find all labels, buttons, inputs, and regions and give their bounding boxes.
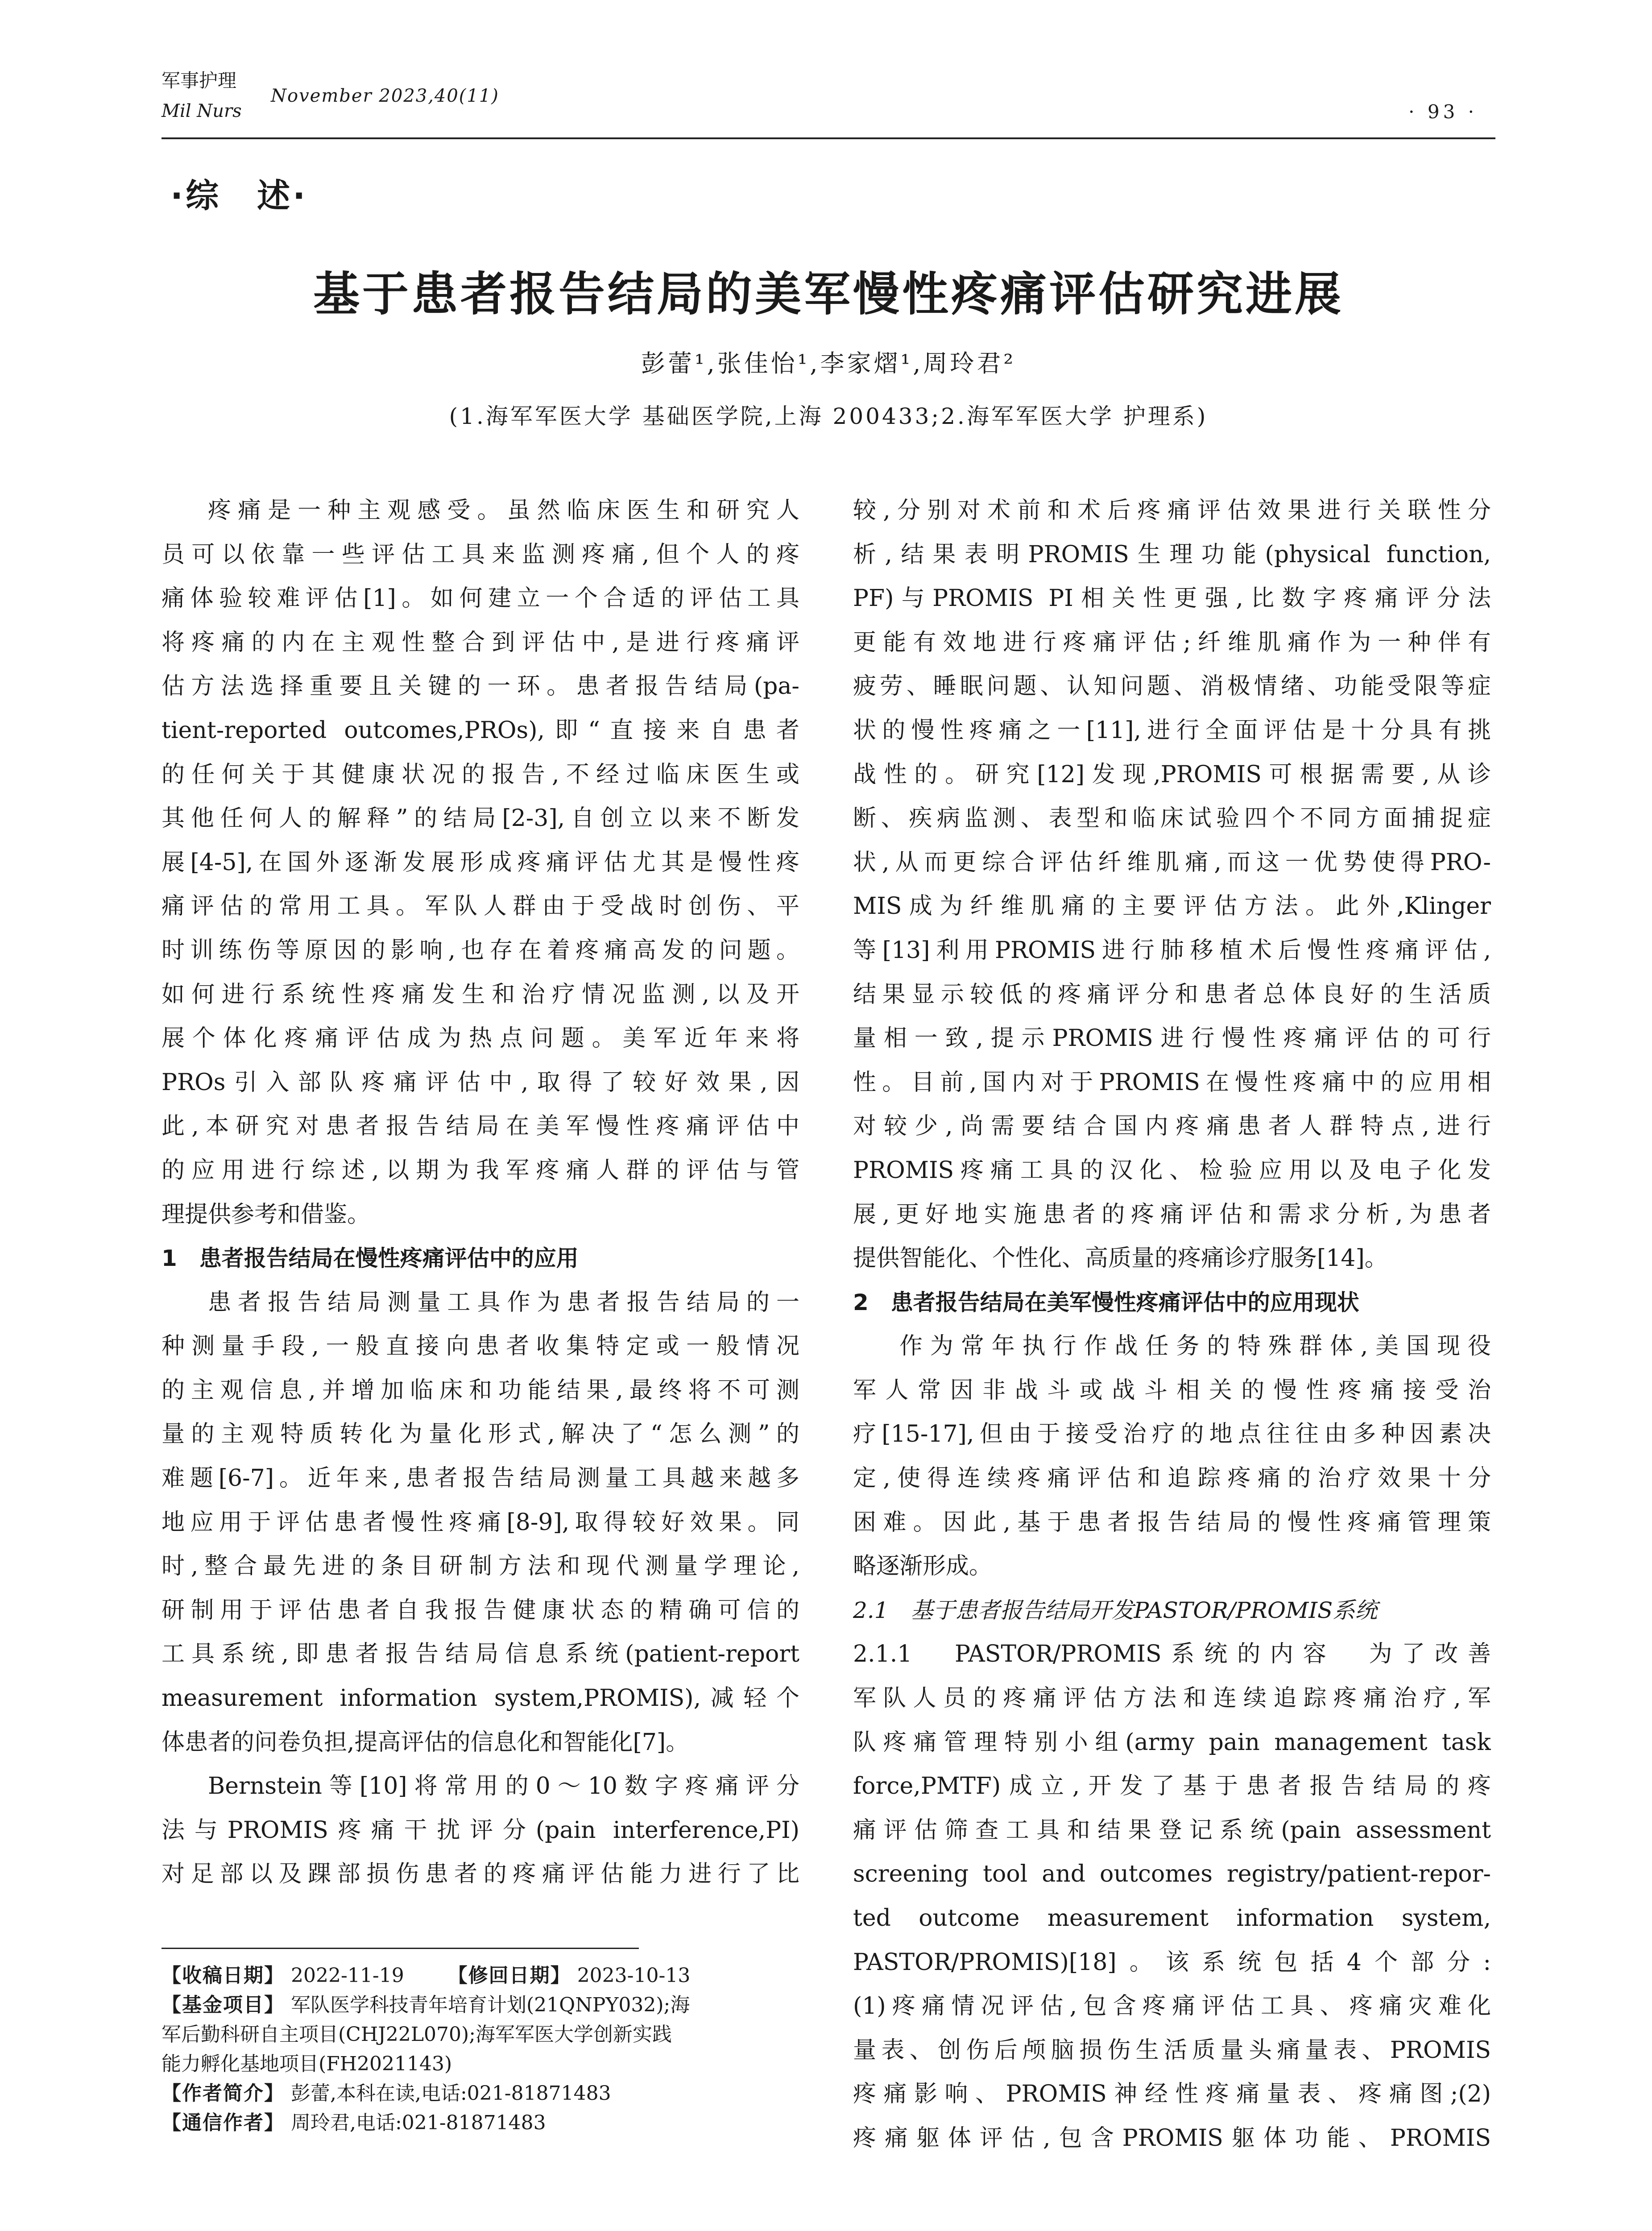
body-line: 地应用于评估患者慢性疼痛[8-9],取得较好效果。同 <box>161 1509 799 1536</box>
subsubsection-heading-line: 2.1.1 PASTOR/PROMIS系统的内容 为了改善 <box>853 1641 1491 1668</box>
body-line: 痛评估筛查工具和结果登记系统(pain assessment <box>853 1816 1491 1844</box>
body-line: MIS成为纤维肌痛的主要评估方法。此外,Klinger <box>853 893 1491 920</box>
body-line: 时训练伤等原因的影响,也存在着疼痛高发的问题。 <box>161 937 799 964</box>
journal-name-cn: 军事护理 <box>161 70 237 91</box>
body-line: 展个体化疼痛评估成为热点问题。美军近年来将 <box>161 1025 799 1052</box>
body-line: 患者报告结局测量工具作为患者报告结局的一 <box>208 1289 799 1316</box>
body-line: 时,整合最先进的条目研制方法和现代测量学理论, <box>161 1553 799 1580</box>
body-line: 理提供参考和借鉴。 <box>161 1201 371 1228</box>
body-line: ted outcome measurement information system, <box>853 1905 1491 1932</box>
body-line: 疼痛躯体评估,包含PROMIS躯体功能、PROMIS <box>853 2124 1491 2152</box>
corresponding-author: 周玲君,电话:021-81871483 <box>291 2111 546 2134</box>
footnote-fund <box>161 1990 799 2020</box>
body-line: measurement information system,PROMIS),减轻个 <box>161 1685 799 1712</box>
body-line: 更能有效地进行疼痛评估;纤维肌痛作为一种伴有 <box>853 629 1491 656</box>
author-bio: 彭蕾,本科在读,电话:021-81871483 <box>291 2082 611 2105</box>
body-line: 展[4-5],在国外逐渐发展形成疼痛评估尤其是慢性疼 <box>161 849 799 876</box>
section-heading-1: 1 患者报告结局在慢性疼痛评估中的应用 <box>161 1245 579 1272</box>
received-date: 2022-11-19 <box>291 1964 404 1987</box>
body-line: 对较少,尚需要结合国内疼痛患者人群特点,进行 <box>853 1113 1491 1140</box>
footnote-corresponding <box>161 2108 799 2138</box>
fund-text-line: 军后勤科研自主项目(CHJ22L070);海军军医大学创新实践 <box>161 2023 672 2046</box>
body-line: 其他任何人的解释”的结局[2-3],自创立以来不断发 <box>161 805 799 832</box>
body-line: 结果显示较低的疼痛评分和患者总体良好的生活质 <box>853 981 1491 1008</box>
body-line: 作为常年执行作战任务的特殊群体,美国现役 <box>899 1333 1491 1360</box>
body-line: 疼痛影响、PROMIS神经性疼痛量表、疼痛图;(2) <box>853 2081 1491 2108</box>
body-line: 略逐渐形成。 <box>853 1553 993 1580</box>
revised-date: 2023-10-13 <box>577 1964 691 1987</box>
body-line: 研制用于评估患者自我报告健康状态的精确可信的 <box>161 1597 799 1624</box>
body-line: 疼痛是一种主观感受。虽然临床医生和研究人 <box>208 497 799 524</box>
body-line: 析,结果表明PROMIS生理功能(physical function, <box>853 541 1491 568</box>
received-label: 【收稿日期】 <box>161 1964 285 1987</box>
body-line: 较,分别对术前和术后疼痛评估效果进行关联性分 <box>853 497 1491 524</box>
body-line: 断、疾病监测、表型和临床试验四个不同方面捕捉症 <box>853 805 1491 832</box>
body-line: 性。目前,国内对于PROMIS在慢性疼痛中的应用相 <box>853 1069 1491 1096</box>
header-rule <box>161 137 1495 139</box>
body-line: 状,从而更综合评估纤维肌痛,而这一优势使得PRO- <box>853 849 1491 876</box>
body-line: Bernstein等[10]将常用的0～10数字疼痛评分 <box>208 1773 799 1800</box>
body-line: 困难。因此,基于患者报告结局的慢性疼痛管理策 <box>853 1509 1491 1536</box>
section-heading-2: 2 患者报告结局在美军慢性疼痛评估中的应用现状 <box>853 1289 1359 1315</box>
fund-text: 军队医学科技青年培育计划(21QNPY032);海 <box>291 1994 690 2016</box>
affiliations: (1.海军军医大学 基础医学院,上海 200433;2.海军军医大学 护理系) <box>449 403 1208 429</box>
body-line: 此,本研究对患者报告结局在美军慢性疼痛评估中 <box>161 1113 799 1140</box>
left-column <box>161 489 799 1896</box>
body-line: 军人常因非战斗或战斗相关的慢性疼痛接受治 <box>853 1377 1491 1404</box>
body-line: 的应用进行综述,以期为我军疼痛人群的评估与管 <box>161 1157 799 1184</box>
body-line: PF)与PROMIS PI相关性更强,比数字疼痛评分法 <box>853 585 1491 612</box>
body-line: 疲劳、睡眠问题、认知问题、消极情绪、功能受限等症 <box>853 673 1491 700</box>
body-line: 员可以依靠一些评估工具来监测疼痛,但个人的疼 <box>161 541 799 568</box>
author-bio-label: 【作者简介】 <box>161 2082 285 2105</box>
footnotes <box>161 1961 799 2138</box>
body-line: force,PMTF)成立,开发了基于患者报告结局的疼 <box>853 1773 1491 1800</box>
body-line: PROMIS疼痛工具的汉化、检验应用以及电子化发 <box>853 1157 1491 1184</box>
body-line: PASTOR/PROMIS)[18]。该系统包括4个部分: <box>853 1949 1491 1976</box>
body-line: 提供智能化、个性化、高质量的疼痛诊疗服务[14]。 <box>853 1245 1388 1272</box>
body-line: 队疼痛管理特别小组(army pain management task <box>853 1729 1491 1756</box>
section-tag: ·综 述· <box>170 177 308 215</box>
body-line: 将疼痛的内在主观性整合到评估中,是进行疼痛评 <box>161 629 799 656</box>
page-number: · 93 · <box>1408 101 1478 123</box>
body-line: 的主观信息,并增加临床和功能结果,最终将不可测 <box>161 1377 799 1404</box>
corresponding-label: 【通信作者】 <box>161 2111 285 2134</box>
footnote-dates <box>161 1961 799 1990</box>
body-line: 工具系统,即患者报告结局信息系统(patient-report <box>161 1641 799 1668</box>
body-line: 战性的。研究[12]发现,PROMIS可根据需要,从诊 <box>853 761 1491 788</box>
body-line: 状的慢性疼痛之一[11],进行全面评估是十分具有挑 <box>853 717 1491 744</box>
body-line: (1)疼痛情况评估,包含疼痛评估工具、疼痛灾难化 <box>853 1993 1491 2020</box>
issue-info: November 2023,40(11) <box>271 86 499 106</box>
running-header <box>161 62 1495 143</box>
revised-label: 【修回日期】 <box>447 1964 571 1987</box>
fund-text-line: 能力孵化基地项目(FH2021143) <box>161 2053 452 2075</box>
footnote-rule <box>161 1948 639 1949</box>
body-line: 法与PROMIS疼痛干扰评分(pain interference,PI) <box>161 1816 799 1844</box>
body-line: 展,更好地实施患者的疼痛评估和需求分析,为患者 <box>853 1201 1491 1228</box>
body-line: 痛评估的常用工具。军队人群由于受战时创伤、平 <box>161 893 799 920</box>
body-line: tient-reported outcomes,PROs),即“直接来自患者 <box>161 717 799 744</box>
body-line: 军队人员的疼痛评估方法和连续追踪疼痛治疗,军 <box>853 1685 1491 1712</box>
body-line: 量的主观特质转化为量化形式,解决了“怎么测”的 <box>161 1421 799 1448</box>
author-list: 彭蕾¹,张佳怡¹,李家熠¹,周玲君² <box>641 349 1016 377</box>
right-column <box>853 489 1491 2161</box>
body-line: 定,使得连续疼痛评估和追踪疼痛的治疗效果十分 <box>853 1465 1491 1492</box>
body-line: 难题[6-7]。近年来,患者报告结局测量工具越来越多 <box>161 1465 799 1492</box>
fund-label: 【基金项目】 <box>161 1994 285 2016</box>
journal-name-en: Mil Nurs <box>161 101 242 121</box>
body-line: 疗[15-17],但由于接受治疗的地点往往由多种因素决 <box>853 1421 1491 1448</box>
body-line: 的任何关于其健康状况的报告,不经过临床医生或 <box>161 761 799 788</box>
footnote-author <box>161 2079 799 2108</box>
body-line: 量表、创伤后颅脑损伤生活质量头痛量表、PROMIS <box>853 2036 1491 2064</box>
body-line: 痛体验较难评估[1]。如何建立一个合适的评估工具 <box>161 585 799 612</box>
body-line: 如何进行系统性疼痛发生和治疗情况监测,以及开 <box>161 981 799 1008</box>
body-line: 种测量手段,一般直接向患者收集特定或一般情况 <box>161 1333 799 1360</box>
body-line: 对足部以及踝部损伤患者的疼痛评估能力进行了比 <box>161 1861 799 1888</box>
body-line: 等[13]利用PROMIS进行肺移植术后慢性疼痛评估, <box>853 937 1491 964</box>
body-line: 体患者的问卷负担,提高评估的信息化和智能化[7]。 <box>161 1729 689 1756</box>
subsection-heading-2-1: 2.1 基于患者报告结局开发PASTOR/PROMIS系统 <box>853 1597 1378 1623</box>
article-title: 基于患者报告结局的美军慢性疼痛评估研究进展 <box>313 267 1344 321</box>
body-line: 估方法选择重要且关键的一环。患者报告结局(pa- <box>161 673 799 700</box>
body-line: 量相一致,提示PROMIS进行慢性疼痛评估的可行 <box>853 1025 1491 1052</box>
body-line: screening tool and outcomes registry/patient-repor- <box>853 1861 1491 1888</box>
body-line: PROs引入部队疼痛评估中,取得了较好效果,因 <box>161 1069 799 1096</box>
